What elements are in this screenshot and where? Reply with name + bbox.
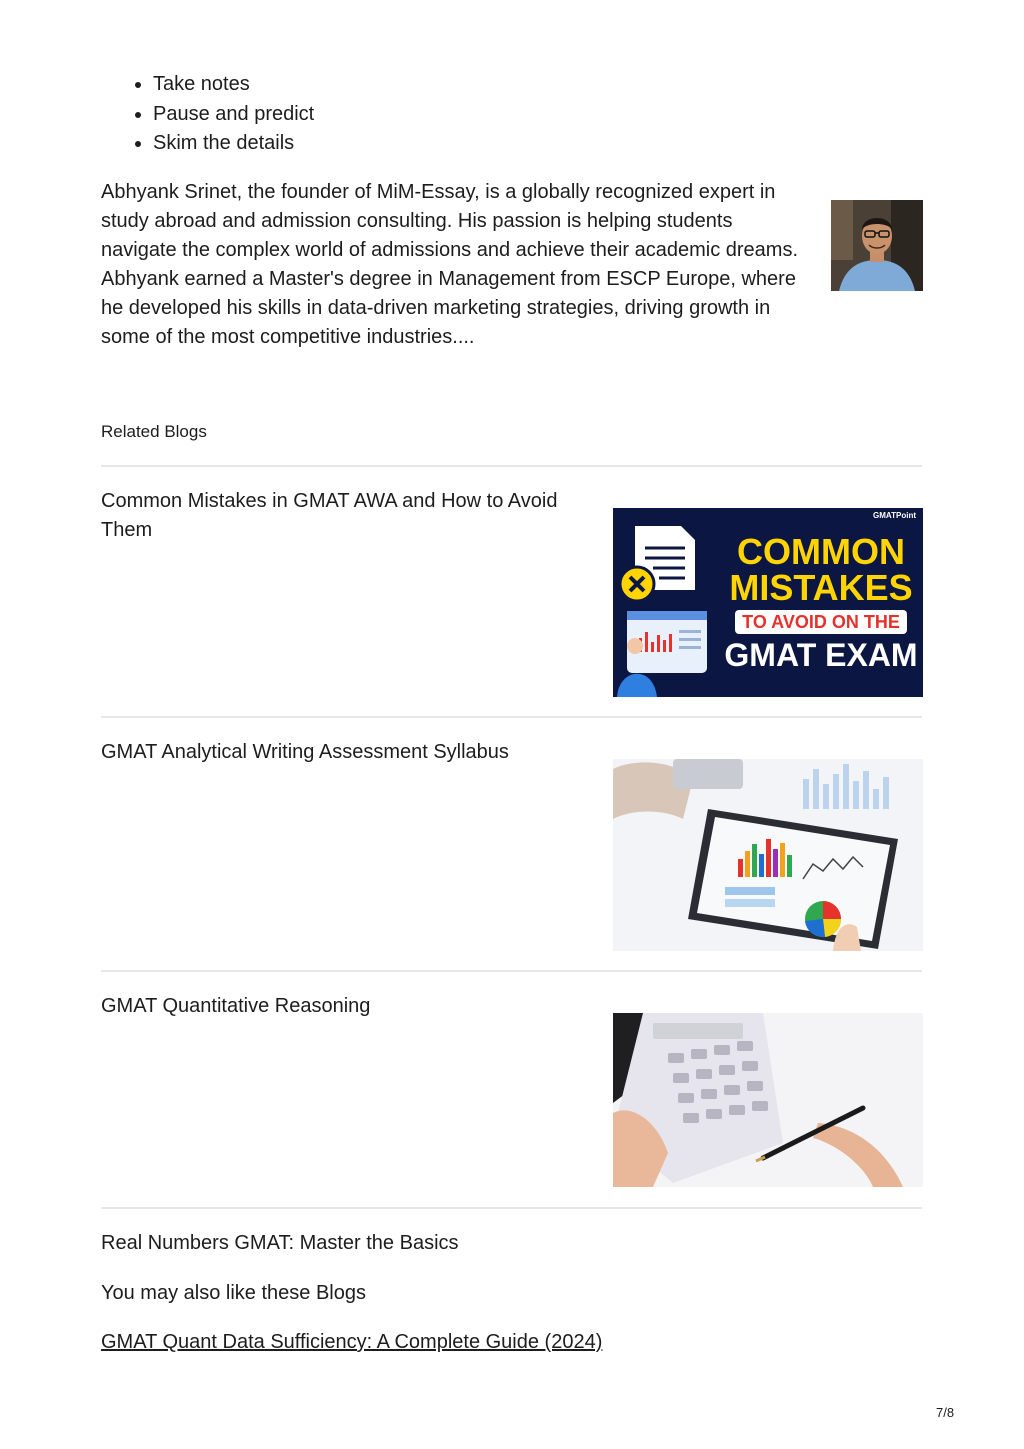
post-title-link[interactable]: GMAT Quantitative Reasoning <box>101 995 371 1017</box>
related-blogs-heading: Related Blogs <box>101 422 207 441</box>
page-number: 7/8 <box>936 1405 955 1420</box>
divider <box>101 970 922 972</box>
list-item: • Take notes <box>153 70 314 100</box>
post-thumbnail-analytics[interactable] <box>613 759 923 951</box>
also-like-link[interactable]: GMAT Quant Data Sufficiency: A Complete Guide (2024) <box>101 1331 603 1353</box>
also-like-heading: You may also like these Blogs <box>101 1282 366 1304</box>
divider <box>101 1207 922 1209</box>
post-thumbnail-quant[interactable] <box>613 1013 923 1187</box>
tips-list <box>101 70 314 159</box>
author-bio: Abhyank Srinet, the founder of MiM-Essay, is a globally recognized expert in study abroad and admission consulting. His passion is helping students navigate the complex world of admissions and achieve their academic dreams. Abhyank earned a Master's degree in Management from ESCP Europe, where he developed his skills in data-driven marketing strategies, driving growth in some of the most competitive industries.... <box>101 181 799 348</box>
post-title-link[interactable]: GMAT Analytical Writing Assessment Syllabus <box>101 741 509 763</box>
post-title-link[interactable]: Common Mistakes in GMAT AWA and How to Avoid Them <box>101 490 558 541</box>
thumb-brand: GMATPoint <box>873 511 916 520</box>
thumb-headline-4: GMAT EXAM <box>724 637 918 673</box>
post-title-link[interactable]: Real Numbers GMAT: Master the Basics <box>101 1232 459 1254</box>
divider <box>101 465 922 467</box>
list-item: • Pause and predict <box>153 100 314 130</box>
list-item: • Skim the details <box>153 129 314 159</box>
author-avatar <box>831 200 923 291</box>
post-thumbnail-common-mistakes[interactable] <box>613 508 923 697</box>
divider <box>101 716 922 718</box>
thumb-headline-3: TO AVOID ON THE <box>742 612 900 632</box>
thumb-headline-2: MISTAKES <box>729 567 913 608</box>
thumb-headline-1: COMMON <box>737 531 905 572</box>
